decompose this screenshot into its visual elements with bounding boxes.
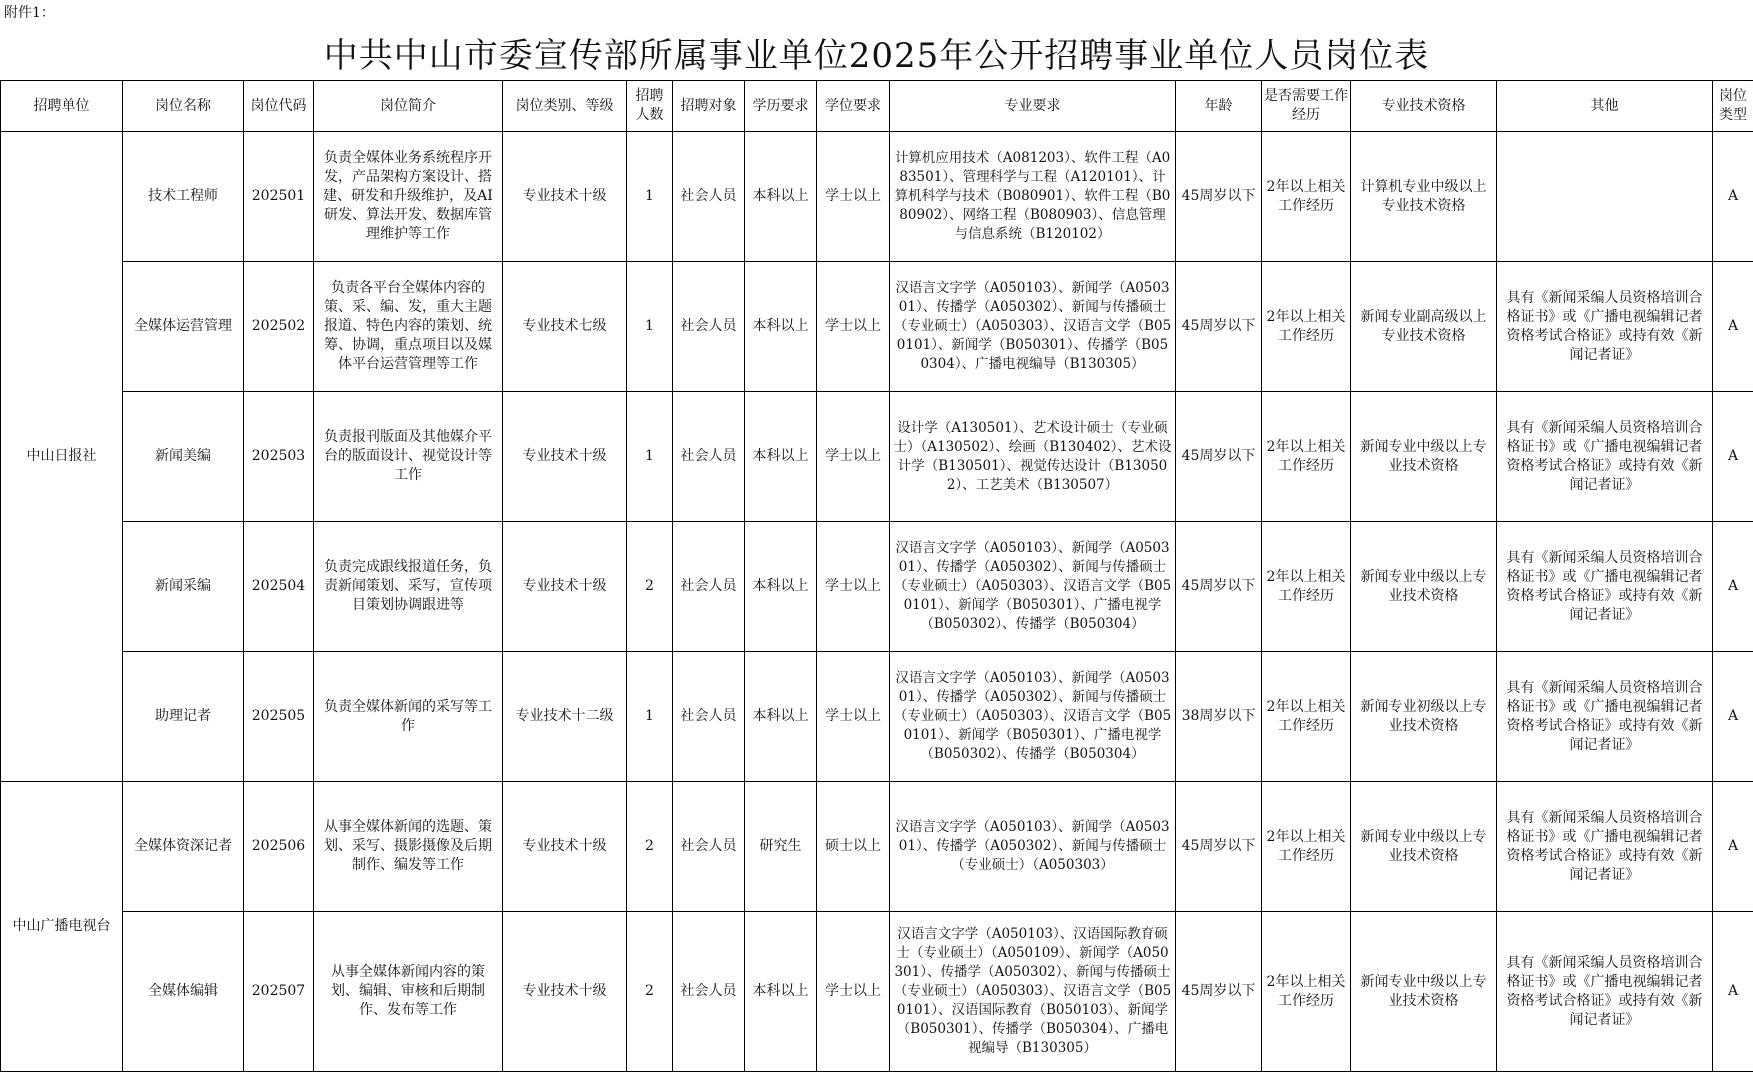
hire-target: 社会人员: [673, 392, 745, 522]
position-category: 专业技术十级: [503, 132, 627, 262]
header-cell: 其他: [1497, 81, 1713, 132]
qualification-req: 计算机专业中级以上专业技术资格: [1351, 132, 1497, 262]
position-name: 全媒体运营管理: [123, 262, 244, 392]
position-type: A: [1713, 522, 1753, 652]
hire-count: 2: [627, 522, 673, 652]
header-cell: 招聘人数: [627, 81, 673, 132]
position-intro: 负责报刊版面及其他媒介平台的版面设计、视觉设计等工作: [314, 392, 503, 522]
header-cell: 岗位代码: [244, 81, 314, 132]
hire-target: 社会人员: [673, 132, 745, 262]
position-type: A: [1713, 262, 1753, 392]
position-name: 全媒体资深记者: [123, 782, 244, 912]
position-code: 202506: [244, 782, 314, 912]
table-row: [1, 522, 1753, 652]
other-req: 具有《新闻采编人员资格培训合格证书》或《广播电视编辑记者资格考试合格证》或持有效《新闻记者证》: [1497, 782, 1713, 912]
hire-count: 1: [627, 652, 673, 782]
position-category: 专业技术十级: [503, 782, 627, 912]
header-cell: 岗位简介: [314, 81, 503, 132]
education-req: 本科以上: [745, 912, 817, 1072]
major-req: 汉语言文字学（A050103）、汉语国际教育硕士（专业硕士）（A050109）、新闻学（A050301）、传播学（A050302）、新闻与传播硕士（专业硕士）（A050303）、汉语言文学（B050101）、汉语国际教育（B050103）、新闻学（B050301）、传播学（B050304）、广播电视编导（B130305）: [890, 912, 1176, 1072]
experience-req: 2年以上相关工作经历: [1262, 522, 1351, 652]
page-title: 中共中山市委宣传部所属事业单位2025年公开招聘事业单位人员岗位表: [323, 36, 1430, 76]
education-req: 本科以上: [745, 392, 817, 522]
table-row: [1, 782, 1753, 912]
position-table: [0, 80, 1753, 1072]
major-req: 计算机应用技术（A081203）、软件工程（A083501）、管理科学与工程（A120101）、计算机科学与技术（B080901）、软件工程（B080902）、网络工程（B080903）、信息管理与信息系统（B120102）: [890, 132, 1176, 262]
hire-count: 2: [627, 782, 673, 912]
header-row: [1, 81, 1753, 132]
position-type: A: [1713, 912, 1753, 1072]
experience-req: 2年以上相关工作经历: [1262, 132, 1351, 262]
major-req: 设计学（A130501）、艺术设计硕士（专业硕士）（A130502）、绘画（B130402）、艺术设计学（B130501）、视觉传达设计（B130502）、工艺美术（B130507）: [890, 392, 1176, 522]
hire-target: 社会人员: [673, 522, 745, 652]
position-intro: 负责全媒体业务系统程序开发，产品架构方案设计、搭建、研发和升级维护，及AI研发、算法开发、数据库管理维护等工作: [314, 132, 503, 262]
other-req: 具有《新闻采编人员资格培训合格证书》或《广播电视编辑记者资格考试合格证》或持有效《新闻记者证》: [1497, 262, 1713, 392]
degree-req: 学士以上: [817, 912, 890, 1072]
age-req: 38周岁以下: [1176, 652, 1262, 782]
header-cell: 岗位名称: [123, 81, 244, 132]
education-req: 研究生: [745, 782, 817, 912]
degree-req: 学士以上: [817, 522, 890, 652]
hire-target: 社会人员: [673, 652, 745, 782]
position-category: 专业技术十级: [503, 522, 627, 652]
position-intro: 从事全媒体新闻的选题、策划、采写、摄影摄像及后期制作、编发等工作: [314, 782, 503, 912]
degree-req: 学士以上: [817, 652, 890, 782]
education-req: 本科以上: [745, 522, 817, 652]
qualification-req: 新闻专业中级以上专业技术资格: [1351, 782, 1497, 912]
attachment-note: 附件1：: [4, 5, 55, 21]
unit-cell: 中山日报社: [1, 132, 123, 782]
header-cell: 招聘对象: [673, 81, 745, 132]
qualification-req: 新闻专业中级以上专业技术资格: [1351, 522, 1497, 652]
qualification-req: 新闻专业初级以上专业技术资格: [1351, 652, 1497, 782]
major-req: 汉语言文字学（A050103）、新闻学（A050301）、传播学（A050302）、新闻与传播硕士（专业硕士）（A050303）、汉语言文学（B050101）、新闻学（B050301）、传播学（B050304）、广播电视编导（B130305）: [890, 262, 1176, 392]
other-req: 具有《新闻采编人员资格培训合格证书》或《广播电视编辑记者资格考试合格证》或持有效《新闻记者证》: [1497, 912, 1713, 1072]
hire-count: 1: [627, 262, 673, 392]
position-code: 202503: [244, 392, 314, 522]
major-req: 汉语言文字学（A050103）、新闻学（A050301）、传播学（A050302）、新闻与传播硕士（专业硕士）（A050303）: [890, 782, 1176, 912]
position-type: A: [1713, 652, 1753, 782]
age-req: 45周岁以下: [1176, 262, 1262, 392]
position-name: 新闻美编: [123, 392, 244, 522]
position-code: 202504: [244, 522, 314, 652]
position-intro: 负责完成跟线报道任务，负责新闻策划、采写，宣传项目策划协调跟进等: [314, 522, 503, 652]
age-req: 45周岁以下: [1176, 522, 1262, 652]
position-name: 技术工程师: [123, 132, 244, 262]
degree-req: 学士以上: [817, 262, 890, 392]
unit-cell: 中山广播电视台: [1, 782, 123, 1072]
position-code: 202505: [244, 652, 314, 782]
position-code: 202501: [244, 132, 314, 262]
table-row: [1, 912, 1753, 1072]
position-category: 专业技术十级: [503, 392, 627, 522]
position-type: A: [1713, 782, 1753, 912]
hire-count: 1: [627, 132, 673, 262]
major-req: 汉语言文字学（A050103）、新闻学（A050301）、传播学（A050302）、新闻与传播硕士（专业硕士）（A050303）、汉语言文学（B050101）、新闻学（B050301）、广播电视学（B050302）、传播学（B050304）: [890, 522, 1176, 652]
header-cell: 是否需要工作经历: [1262, 81, 1351, 132]
age-req: 45周岁以下: [1176, 132, 1262, 262]
hire-count: 2: [627, 912, 673, 1072]
other-req: 具有《新闻采编人员资格培训合格证书》或《广播电视编辑记者资格考试合格证》或持有效《新闻记者证》: [1497, 392, 1713, 522]
position-intro: 负责全媒体新闻的采写等工作: [314, 652, 503, 782]
education-req: 本科以上: [745, 132, 817, 262]
experience-req: 2年以上相关工作经历: [1262, 912, 1351, 1072]
experience-req: 2年以上相关工作经历: [1262, 782, 1351, 912]
header-cell: 专业技术资格: [1351, 81, 1497, 132]
qualification-req: 新闻专业副高级以上专业技术资格: [1351, 262, 1497, 392]
experience-req: 2年以上相关工作经历: [1262, 652, 1351, 782]
other-req: [1497, 132, 1713, 262]
major-req: 汉语言文字学（A050103）、新闻学（A050301）、传播学（A050302）、新闻与传播硕士（专业硕士）（A050303）、汉语言文学（B050101）、新闻学（B050301）、广播电视学（B050302）、传播学（B050304）: [890, 652, 1176, 782]
position-name: 新闻采编: [123, 522, 244, 652]
table-row: [1, 392, 1753, 522]
other-req: 具有《新闻采编人员资格培训合格证书》或《广播电视编辑记者资格考试合格证》或持有效《新闻记者证》: [1497, 652, 1713, 782]
position-category: 专业技术七级: [503, 262, 627, 392]
hire-target: 社会人员: [673, 912, 745, 1072]
experience-req: 2年以上相关工作经历: [1262, 392, 1351, 522]
position-intro: 从事全媒体新闻内容的策划、编辑、审核和后期制作、发布等工作: [314, 912, 503, 1072]
table-row: [1, 262, 1753, 392]
position-intro: 负责各平台全媒体内容的策、采、编、发，重大主题报道、特色内容的策划、统筹、协调，重点项目以及媒体平台运营管理等工作: [314, 262, 503, 392]
hire-target: 社会人员: [673, 262, 745, 392]
age-req: 45周岁以下: [1176, 782, 1262, 912]
degree-req: 学士以上: [817, 132, 890, 262]
age-req: 45周岁以下: [1176, 912, 1262, 1072]
position-category: 专业技术十二级: [503, 652, 627, 782]
header-cell: 年龄: [1176, 81, 1262, 132]
position-category: 专业技术十级: [503, 912, 627, 1072]
position-code: 202507: [244, 912, 314, 1072]
header-cell: 招聘单位: [1, 81, 123, 132]
header-cell: 岗位类型: [1713, 81, 1753, 132]
qualification-req: 新闻专业中级以上专业技术资格: [1351, 912, 1497, 1072]
qualification-req: 新闻专业中级以上专业技术资格: [1351, 392, 1497, 522]
experience-req: 2年以上相关工作经历: [1262, 262, 1351, 392]
header-cell: 岗位类别、等级: [503, 81, 627, 132]
education-req: 本科以上: [745, 652, 817, 782]
other-req: 具有《新闻采编人员资格培训合格证书》或《广播电视编辑记者资格考试合格证》或持有效《新闻记者证》: [1497, 522, 1713, 652]
education-req: 本科以上: [745, 262, 817, 392]
header-cell: 学位要求: [817, 81, 890, 132]
header-cell: 专业要求: [890, 81, 1176, 132]
age-req: 45周岁以下: [1176, 392, 1262, 522]
header-cell: 学历要求: [745, 81, 817, 132]
hire-count: 1: [627, 392, 673, 522]
degree-req: 硕士以上: [817, 782, 890, 912]
position-name: 助理记者: [123, 652, 244, 782]
position-name: 全媒体编辑: [123, 912, 244, 1072]
position-code: 202502: [244, 262, 314, 392]
position-type: A: [1713, 132, 1753, 262]
table-row: [1, 132, 1753, 262]
table-row: [1, 652, 1753, 782]
degree-req: 学士以上: [817, 392, 890, 522]
position-type: A: [1713, 392, 1753, 522]
hire-target: 社会人员: [673, 782, 745, 912]
